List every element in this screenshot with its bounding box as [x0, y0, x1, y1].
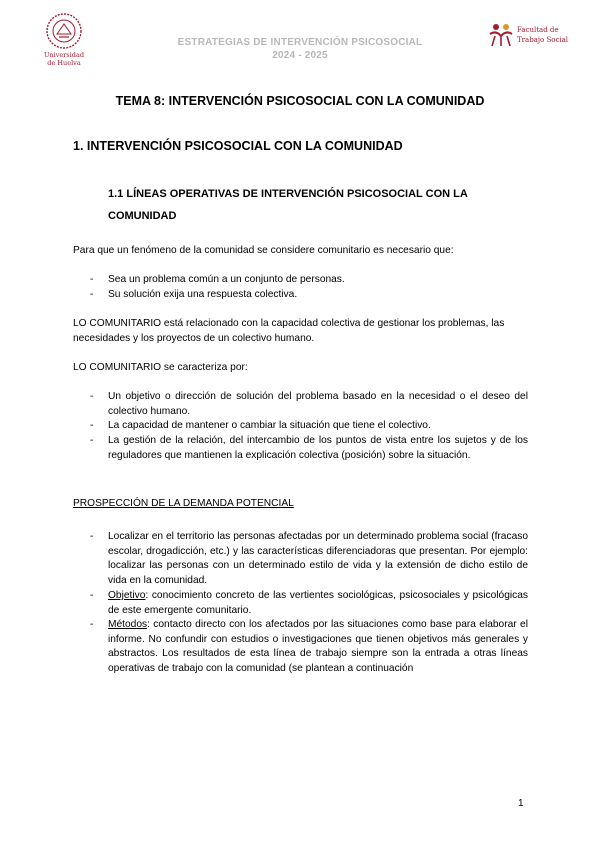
- list-dash: -: [90, 420, 94, 431]
- list-dash: -: [90, 391, 94, 402]
- list-item: [90, 419, 528, 434]
- list-item: [90, 434, 528, 463]
- prospection-item-text: [108, 618, 528, 676]
- list-item: [90, 288, 528, 303]
- characteristic-text: La gestión de la relación, del intercambio de los puntos de vista entre los sujetos y de los reguladores que mantienen la explicación colectiva (posición) sobre la situación.: [108, 435, 528, 461]
- section-title: 1. INTERVENCIÓN PSICOSOCIAL CON LA COMUNIDAD: [73, 139, 403, 153]
- list-dash: -: [90, 619, 94, 630]
- university-logo-line1: Universidad: [44, 51, 84, 59]
- list-item: [90, 530, 528, 588]
- prospection-heading: PROSPECCIÓN DE LA DEMANDA POTENCIAL: [73, 498, 294, 509]
- characteristic-text: La capacidad de mantener o cambiar la situación que tiene el colectivo.: [108, 420, 431, 431]
- prospection-item-text: [108, 589, 528, 618]
- list-dash: -: [90, 531, 94, 542]
- header-course-title: ESTRATEGIAS DE INTERVENCIÓN PSICOSOCIAL: [177, 37, 423, 48]
- topic-title: TEMA 8: INTERVENCIÓN PSICOSOCIAL CON LA COMUNIDAD: [115, 94, 485, 108]
- list-item: [90, 618, 528, 676]
- university-logo: [40, 12, 88, 68]
- metodos-text: : contacto directo con los afectados por las situaciones como base para elaborar el informe. No confundir con estudios o investigaciones que tienen objetivos más generales y abstractos. Los resultados de esta línea de trabajo siempre son la entrada a otras líneas operativas de trabajo con la comunidad (se plantean a continuación: [108, 619, 528, 674]
- list-item: [90, 390, 528, 419]
- list-dash: -: [90, 435, 94, 446]
- faculty-logo-line2: Trabajo Social: [517, 36, 569, 44]
- prospection-item-text: Localizar en el territorio las personas afectadas por un determinado problema social (fracaso escolar, drogadicción, etc.) y las características diferenciadoras que presentan. Por ejemplo: localizar las personas con un determinado estilo de vida y la extensión de dicho estilo de vida en la comunidad.: [108, 531, 528, 586]
- condition-text: Sea un problema común a un conjunto de personas.: [108, 274, 345, 285]
- university-logo-line2: de Huelva: [47, 59, 81, 67]
- comunitario-characteristics-intro: LO COMUNITARIO se caracteriza por:: [73, 362, 248, 373]
- metodos-label: Métodos: [108, 619, 148, 630]
- page-number: 1: [518, 798, 524, 809]
- condition-text: Su solución exija una respuesta colectiva.: [108, 289, 298, 300]
- objetivo-text: : conocimiento concreto de las vertientes sociológicas, psicosociales y psicológicas de este emergente comunitario.: [108, 590, 528, 616]
- characteristic-text: Un objetivo o dirección de solución del problema basado en la necesidad o el deseo del colectivo humano.: [108, 391, 528, 417]
- faculty-logo-line1: Facultad de: [517, 26, 559, 34]
- header-course-year: 2024 - 2025: [272, 50, 328, 61]
- list-dash: -: [90, 274, 94, 285]
- list-dash: -: [90, 289, 94, 300]
- list-item: [90, 273, 528, 288]
- comunitario-definition: LO COMUNITARIO está relacionado con la capacidad colectiva de gestionar los problemas, las necesidades y los proyectos de un colectivo humano.: [73, 318, 505, 344]
- faculty-logo: [487, 22, 573, 50]
- objetivo-label: Objetivo: [108, 590, 146, 601]
- subsection-title: 1.1 LÍNEAS OPERATIVAS DE INTERVENCIÓN PSICOSOCIAL CON LA COMUNIDAD: [108, 188, 468, 222]
- list-item: [90, 589, 528, 618]
- list-dash: -: [90, 590, 94, 601]
- intro-paragraph: Para que un fenómeno de la comunidad se considere comunitario es necesario que:: [73, 245, 454, 256]
- faculty-emblem-icon: [487, 22, 515, 48]
- university-seal-icon: [40, 12, 88, 50]
